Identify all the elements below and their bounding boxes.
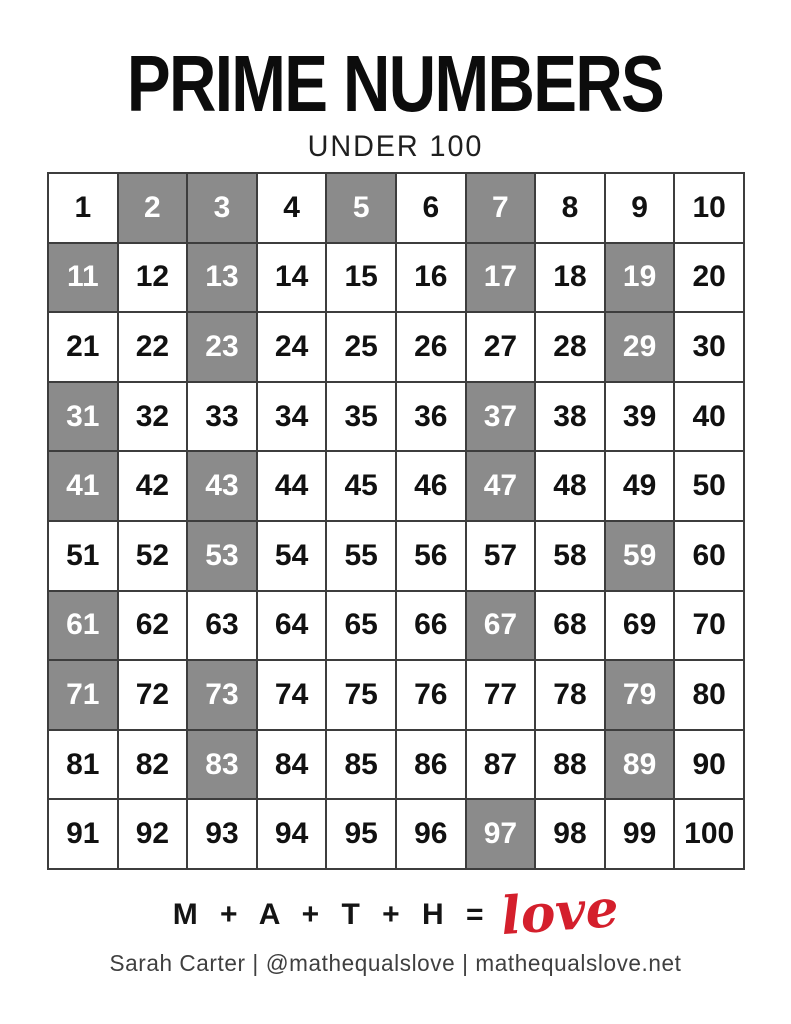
grid-cell-prime: 59 bbox=[606, 522, 676, 592]
grid-cell: 1 bbox=[49, 174, 119, 244]
grid-cell: 4 bbox=[258, 174, 328, 244]
grid-cell: 30 bbox=[675, 313, 745, 383]
grid-cell: 80 bbox=[675, 661, 745, 731]
grid-cell: 40 bbox=[675, 383, 745, 453]
grid-cell: 6 bbox=[397, 174, 467, 244]
grid-cell: 49 bbox=[606, 452, 676, 522]
grid-cell: 45 bbox=[327, 452, 397, 522]
grid-cell: 44 bbox=[258, 452, 328, 522]
grid-cell: 78 bbox=[536, 661, 606, 731]
grid-cell-prime: 17 bbox=[467, 244, 537, 314]
grid-cell: 21 bbox=[49, 313, 119, 383]
grid-cell: 8 bbox=[536, 174, 606, 244]
grid-cell-prime: 37 bbox=[467, 383, 537, 453]
grid-cell: 62 bbox=[119, 592, 189, 662]
grid-cell: 76 bbox=[397, 661, 467, 731]
grid-cell: 20 bbox=[675, 244, 745, 314]
grid-cell: 57 bbox=[467, 522, 537, 592]
grid-cell: 99 bbox=[606, 800, 676, 870]
grid-cell: 74 bbox=[258, 661, 328, 731]
grid-cell: 65 bbox=[327, 592, 397, 662]
grid-cell-prime: 71 bbox=[49, 661, 119, 731]
grid-cell-prime: 61 bbox=[49, 592, 119, 662]
grid-cell: 82 bbox=[119, 731, 189, 801]
grid-cell: 90 bbox=[675, 731, 745, 801]
grid-cell-prime: 73 bbox=[188, 661, 258, 731]
grid-cell: 25 bbox=[327, 313, 397, 383]
grid-cell: 93 bbox=[188, 800, 258, 870]
grid-cell-prime: 79 bbox=[606, 661, 676, 731]
grid-cell-prime: 67 bbox=[467, 592, 537, 662]
grid-cell: 88 bbox=[536, 731, 606, 801]
grid-cell-prime: 2 bbox=[119, 174, 189, 244]
grid-cell: 92 bbox=[119, 800, 189, 870]
grid-cell-prime: 89 bbox=[606, 731, 676, 801]
grid-cell-prime: 5 bbox=[327, 174, 397, 244]
grid-cell: 22 bbox=[119, 313, 189, 383]
grid-cell: 38 bbox=[536, 383, 606, 453]
grid-cell-prime: 53 bbox=[188, 522, 258, 592]
grid-cell-prime: 41 bbox=[49, 452, 119, 522]
grid-cell: 52 bbox=[119, 522, 189, 592]
grid-cell-prime: 29 bbox=[606, 313, 676, 383]
grid-cell-prime: 47 bbox=[467, 452, 537, 522]
grid-cell: 9 bbox=[606, 174, 676, 244]
grid-cell: 64 bbox=[258, 592, 328, 662]
grid-cell: 42 bbox=[119, 452, 189, 522]
grid-cell: 46 bbox=[397, 452, 467, 522]
grid-cell: 72 bbox=[119, 661, 189, 731]
grid-cell: 51 bbox=[49, 522, 119, 592]
grid-cell: 56 bbox=[397, 522, 467, 592]
grid-cell: 54 bbox=[258, 522, 328, 592]
poster-header bbox=[0, 0, 791, 164]
grid-cell: 18 bbox=[536, 244, 606, 314]
grid-cell: 27 bbox=[467, 313, 537, 383]
grid-cell: 12 bbox=[119, 244, 189, 314]
grid-cell: 94 bbox=[258, 800, 328, 870]
grid-cell: 48 bbox=[536, 452, 606, 522]
grid-cell: 81 bbox=[49, 731, 119, 801]
grid-cell: 87 bbox=[467, 731, 537, 801]
grid-cell: 85 bbox=[327, 731, 397, 801]
math-expression: M + A + T + H = bbox=[172, 898, 491, 931]
grid-cell-prime: 3 bbox=[188, 174, 258, 244]
grid-cell: 100 bbox=[675, 800, 745, 870]
grid-cell: 84 bbox=[258, 731, 328, 801]
grid-cell: 35 bbox=[327, 383, 397, 453]
grid-cell: 58 bbox=[536, 522, 606, 592]
grid-cell: 66 bbox=[397, 592, 467, 662]
grid-cell: 98 bbox=[536, 800, 606, 870]
grid-cell: 50 bbox=[675, 452, 745, 522]
math-equals-love-line bbox=[0, 877, 791, 948]
grid-cell: 39 bbox=[606, 383, 676, 453]
grid-cell: 36 bbox=[397, 383, 467, 453]
grid-cell-prime: 23 bbox=[188, 313, 258, 383]
grid-cell: 34 bbox=[258, 383, 328, 453]
grid-cell: 86 bbox=[397, 731, 467, 801]
grid-cell-prime: 83 bbox=[188, 731, 258, 801]
grid-cell: 28 bbox=[536, 313, 606, 383]
grid-cell: 16 bbox=[397, 244, 467, 314]
page-subtitle: UNDER 100 bbox=[307, 130, 484, 163]
grid-cell: 75 bbox=[327, 661, 397, 731]
grid-cell-prime: 7 bbox=[467, 174, 537, 244]
grid-cell: 32 bbox=[119, 383, 189, 453]
grid-cell: 15 bbox=[327, 244, 397, 314]
poster-footer bbox=[0, 877, 791, 977]
grid-cell-prime: 97 bbox=[467, 800, 537, 870]
grid-cell-prime: 31 bbox=[49, 383, 119, 453]
grid-cell: 70 bbox=[675, 592, 745, 662]
hundred-number-grid bbox=[47, 172, 745, 870]
grid-cell: 96 bbox=[397, 800, 467, 870]
grid-cell-prime: 19 bbox=[606, 244, 676, 314]
grid-cell: 26 bbox=[397, 313, 467, 383]
grid-cell: 10 bbox=[675, 174, 745, 244]
grid-cell: 69 bbox=[606, 592, 676, 662]
grid-cell: 77 bbox=[467, 661, 537, 731]
grid-cell: 63 bbox=[188, 592, 258, 662]
grid-cell: 91 bbox=[49, 800, 119, 870]
grid-cell: 68 bbox=[536, 592, 606, 662]
page-title: PRIME NUMBERS bbox=[127, 39, 664, 128]
grid-cell: 55 bbox=[327, 522, 397, 592]
grid-cell-prime: 43 bbox=[188, 452, 258, 522]
grid-cell: 33 bbox=[188, 383, 258, 453]
grid-cell: 14 bbox=[258, 244, 328, 314]
love-script-word: love bbox=[498, 877, 621, 948]
grid-cell: 95 bbox=[327, 800, 397, 870]
grid-cell-prime: 11 bbox=[49, 244, 119, 314]
grid-cell-prime: 13 bbox=[188, 244, 258, 314]
credit-line: Sarah Carter | @mathequalslove | mathequalslove.net bbox=[109, 950, 682, 976]
grid-cell: 60 bbox=[675, 522, 745, 592]
grid-cell: 24 bbox=[258, 313, 328, 383]
